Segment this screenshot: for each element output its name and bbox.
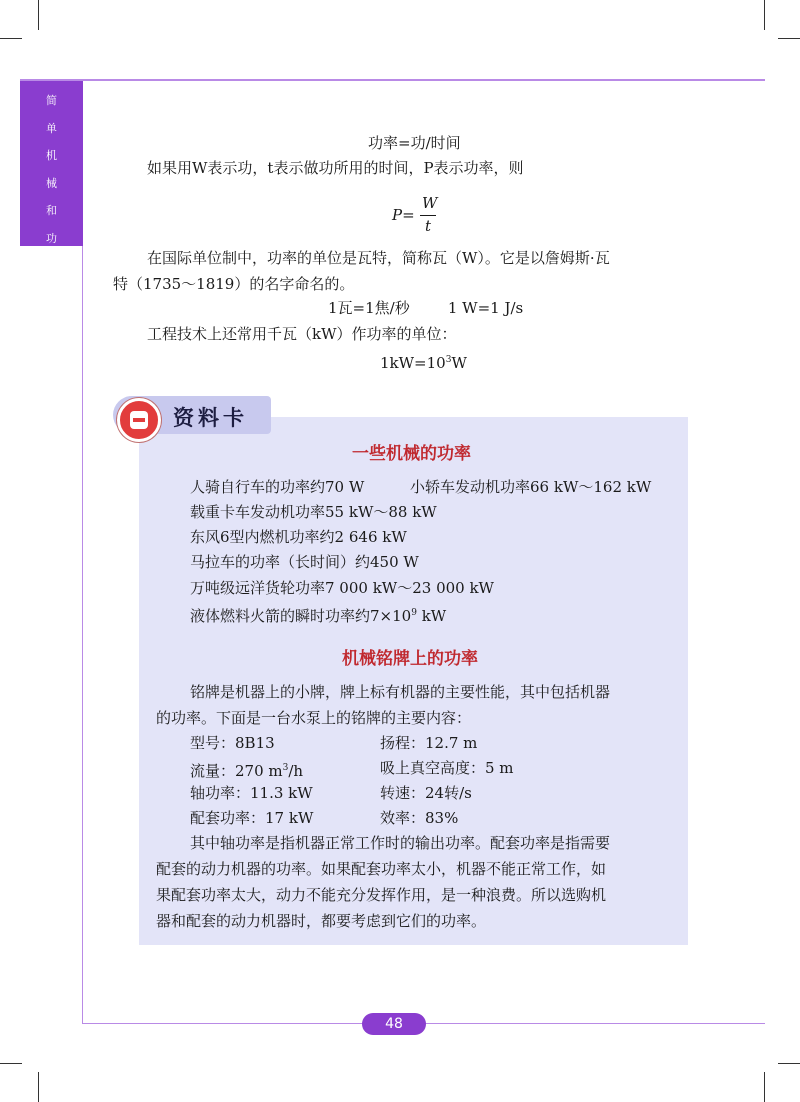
crop-mark [778, 1063, 800, 1064]
side-tab-char: 功 [46, 231, 57, 245]
power-item: 人骑自行车的功率约70 W [190, 478, 365, 496]
spec-speed: 转速：24转/s [380, 784, 472, 802]
flow-exponent: 3 [282, 763, 289, 773]
closing-paragraph: 配套的动力机器的功率。如果配套功率太小，机器不能正常工作，如 [156, 860, 607, 878]
section1-title: 一些机械的功率 [352, 444, 471, 464]
kw-eq-base: 1kW=10 [380, 354, 446, 372]
power-item [190, 603, 446, 626]
closing-paragraph: 器和配套的动力机器时，都要考虑到它们的功率。 [156, 912, 487, 930]
side-tab-char: 械 [46, 176, 57, 190]
unit-paragraph-line2: 特（1735～1819）的名字命名的。 [113, 275, 355, 293]
rocket-power-unit: kW [416, 607, 447, 625]
kw-eq-unit: W [451, 354, 467, 372]
spec-head: 扬程：12.7 m [380, 734, 478, 752]
info-card-label: 资料卡 [173, 406, 248, 430]
chapter-side-tab [20, 81, 83, 246]
side-tab-char: 和 [46, 204, 57, 217]
side-tab-char: 单 [46, 121, 57, 135]
power-item: 小轿车发动机功率66 kW～162 kW [410, 478, 652, 496]
power-item: 马拉车的功率（长时间）约450 W [190, 553, 419, 571]
flow-base: 流量：270 m [190, 762, 283, 780]
rocket-power-base: 液体燃料火箭的瞬时功率约7×10 [190, 607, 412, 625]
side-tab-char: 机 [46, 149, 57, 162]
info-card-icon [117, 398, 161, 442]
closing-paragraph: 其中轴功率是指机器正常工作时的输出功率。配套功率是指需要 [190, 834, 611, 852]
formula-numerator: W [422, 194, 438, 212]
crop-mark [0, 1063, 22, 1064]
spec-suction: 吸上真空高度：5 m [380, 759, 514, 777]
crop-mark [0, 38, 22, 39]
rocket-power-exponent: 9 [411, 608, 417, 618]
crop-mark [38, 1072, 39, 1102]
power-item: 载重卡车发动机功率55 kW～88 kW [190, 503, 437, 521]
intro-line: 如果用W表示功，t表示做功所用的时间，P表示功率，则 [147, 159, 524, 177]
spec-matched-power: 配套功率：17 kW [190, 809, 314, 827]
spec-shaft-power: 轴功率：11.3 kW [190, 784, 313, 802]
power-item: 万吨级远洋货轮功率7 000 kW～23 000 kW [190, 579, 494, 597]
power-word-formula: 功率=功/时间 [368, 134, 461, 152]
power-item: 东风6型内燃机功率约2 646 kW [190, 528, 407, 546]
page-number: 48 [362, 1013, 426, 1035]
side-tab-char: 简 [46, 94, 57, 107]
unit-equation: 1瓦=1焦/秒 1 W=1 J/s [328, 299, 524, 317]
closing-paragraph: 果配套功率太大，动力不能充分发挥作用，是一种浪费。所以选购机 [156, 886, 607, 904]
spec-model: 型号：8B13 [190, 734, 275, 752]
crop-mark [38, 0, 39, 30]
formula-denominator: t [425, 217, 432, 235]
crop-mark [764, 1072, 765, 1102]
spec-flow [190, 758, 303, 781]
crop-mark [764, 0, 765, 30]
kw-eq-exponent: 3 [445, 355, 452, 365]
fraction-bar [420, 215, 436, 216]
formula-lhs: P= [392, 206, 415, 224]
spec-efficiency: 效率：83% [380, 809, 459, 827]
kilowatt-equation [380, 350, 467, 373]
crop-mark [778, 38, 800, 39]
kilowatt-line: 工程技术上还常用千瓦（kW）作功率的单位： [147, 325, 457, 343]
flow-unit: /h [288, 762, 304, 780]
section2-title: 机械铭牌上的功率 [342, 649, 478, 669]
info-card-header [113, 396, 273, 436]
top-rule [20, 79, 765, 81]
left-rule [82, 244, 83, 1024]
nameplate-paragraph: 的功率。下面是一台水泵上的铭牌的主要内容： [156, 709, 472, 727]
unit-paragraph-line1: 在国际单位制中，功率的单位是瓦特，简称瓦（W）。它是以詹姆斯·瓦 [147, 249, 610, 267]
nameplate-paragraph: 铭牌是机器上的小牌，牌上标有机器的主要性能，其中包括机器 [190, 683, 611, 701]
